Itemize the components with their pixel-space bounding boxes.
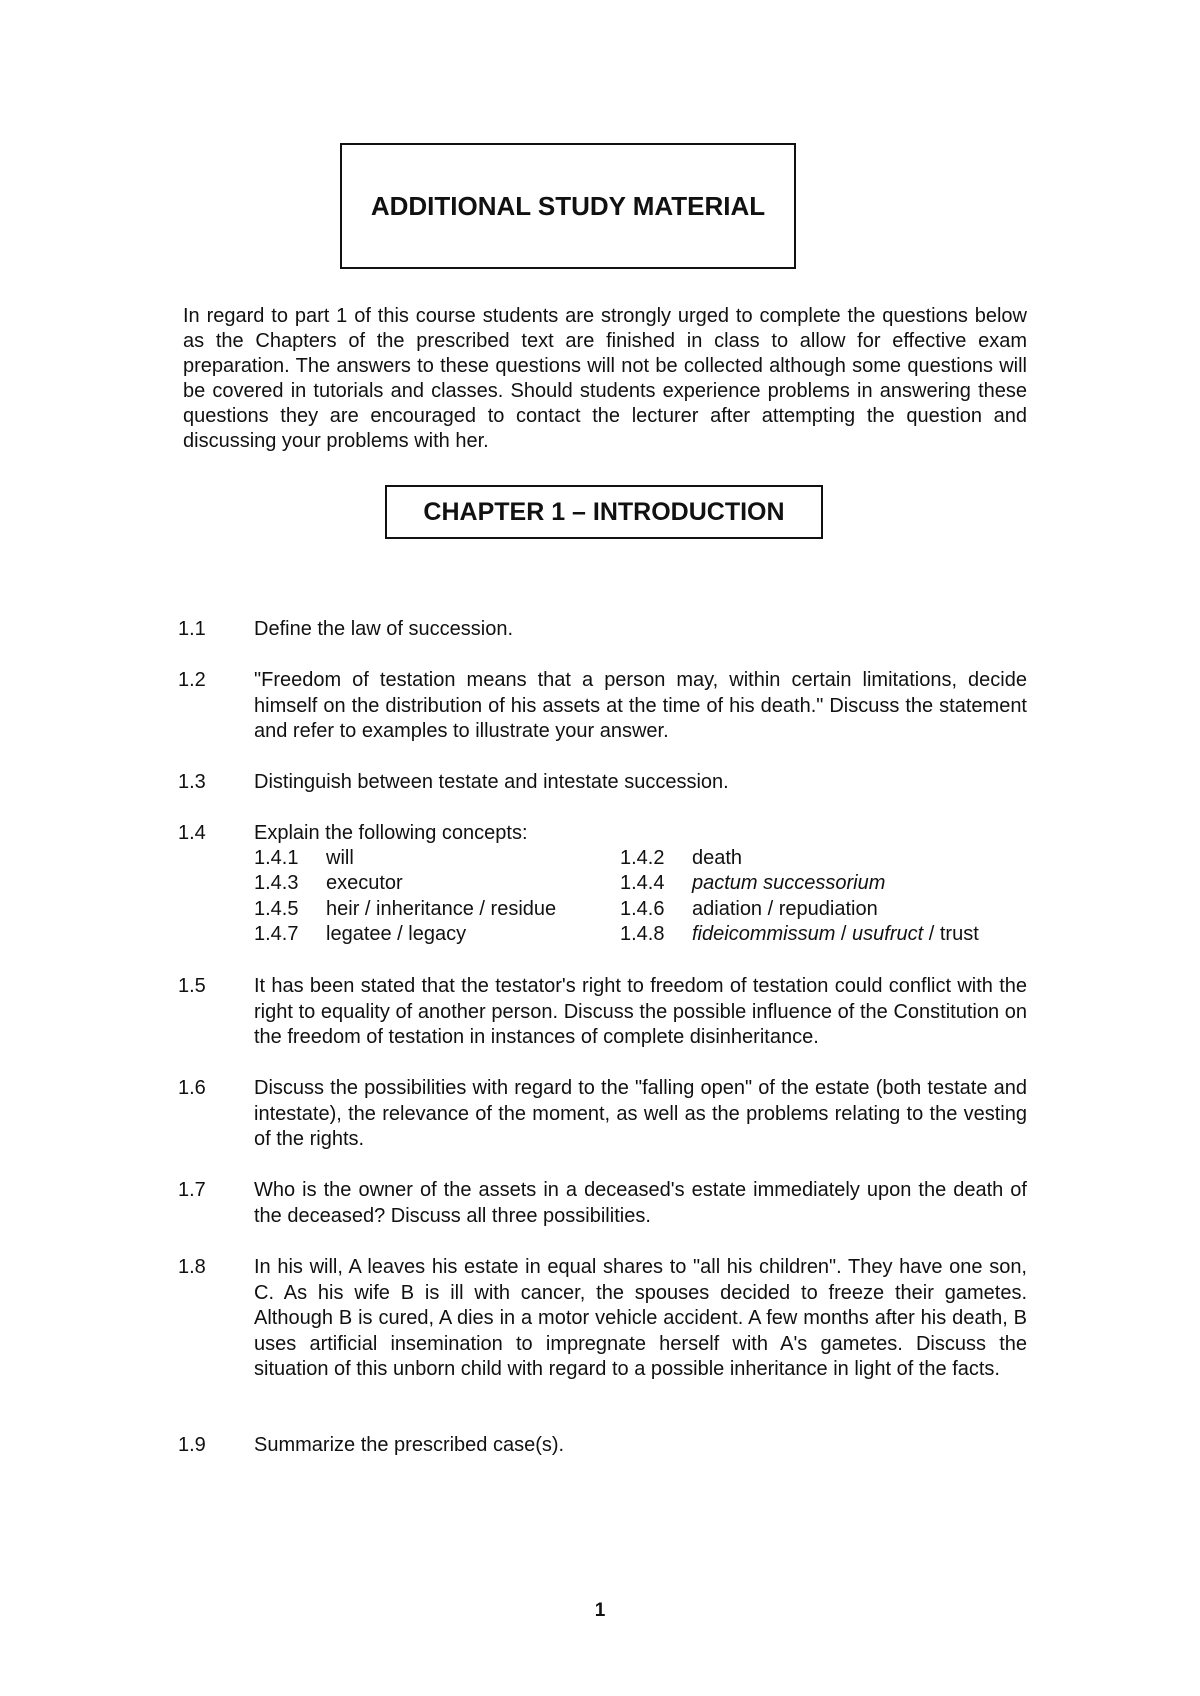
question-1-3 <box>178 770 1027 796</box>
concept-1-4-5: 1.4.5 heir / inheritance / residue <box>254 898 557 920</box>
chapter-heading: CHAPTER 1 – INTRODUCTION <box>385 485 823 539</box>
question-text: It has been stated that the testator's right to freedom of testation could conflict with the right to equality of another person. Discuss the possible influence of the Constitution on the freedom of testation in instances of complete disinheritance. <box>254 975 1027 1048</box>
question-number: 1.5 <box>178 975 206 997</box>
question-number: 1.8 <box>178 1256 206 1278</box>
question-1-7 <box>178 1178 1027 1229</box>
concept-1-4-1: 1.4.1 will <box>254 847 354 869</box>
question-1-5 <box>178 974 1027 1051</box>
question-text: "Freedom of testation means that a person may, within certain limitations, decide himself on the distribution of his assets at the time of his death." Discuss the statement and refer to examples to illustrate your answer. <box>254 669 1027 742</box>
question-1-2 <box>178 668 1027 745</box>
question-text: Summarize the prescribed case(s). <box>254 1434 565 1456</box>
page-number: 1 <box>594 1600 606 1621</box>
question-text: Discuss the possibilities with regard to the "falling open" of the estate (both testate and intestate), the relevance of the moment, as well as the problems relating to the vesting of the rights. <box>254 1077 1027 1150</box>
concept-1-4-6: 1.4.6 adiation / repudiation <box>620 898 878 920</box>
question-1-1 <box>178 617 1027 643</box>
document-title: ADDITIONAL STUDY MATERIAL <box>340 143 796 269</box>
concept-1-4-8: 1.4.8 fideicommissum / usufruct / trust <box>620 923 979 945</box>
question-number: 1.3 <box>178 771 206 793</box>
concept-1-4-7: 1.4.7 legatee / legacy <box>254 923 467 945</box>
question-text: Distinguish between testate and intestate succession. <box>254 771 729 793</box>
question-text: Explain the following concepts: <box>254 822 528 844</box>
intro-paragraph: In regard to part 1 of this course students are strongly urged to complete the questions below as the Chapters of the prescribed text are finished in class to allow for effective exam preparation. The answers to these questions will not be collected although some questions will be covered in tutorials and classes. Should students experience problems in answering these questions they are encouraged to contact the lecturer after attempting the question and discussing your problems with her. <box>183 305 1027 452</box>
question-number: 1.1 <box>178 618 206 640</box>
question-number: 1.4 <box>178 822 206 844</box>
question-1-8 <box>178 1255 1027 1383</box>
question-1-4 <box>178 821 1027 847</box>
question-text: Who is the owner of the assets in a deceased's estate immediately upon the death of the deceased? Discuss all three possibilities. <box>254 1179 1027 1227</box>
concept-1-4-2: 1.4.2 death <box>620 847 743 869</box>
concept-1-4-4: 1.4.4 pactum successorium <box>620 872 886 894</box>
question-1-6 <box>178 1076 1027 1153</box>
question-1-9 <box>178 1433 1027 1459</box>
concept-1-4-3: 1.4.3 executor <box>254 872 403 894</box>
question-number: 1.7 <box>178 1179 206 1201</box>
question-number: 1.6 <box>178 1077 206 1099</box>
question-number: 1.9 <box>178 1434 206 1456</box>
question-text: In his will, A leaves his estate in equal shares to "all his children". They have one son, C. As his wife B is ill with cancer, the spouses decided to freeze their gametes. Although B is cured, A dies in a motor vehicle accident. A few months after his death, B uses artificial insemination to impregnate herself with A's gametes. Discuss the situation of this unborn child with regard to a possible inheritance in light of the facts. <box>254 1256 1027 1380</box>
question-number: 1.2 <box>178 669 206 691</box>
question-text: Define the law of succession. <box>254 618 514 640</box>
